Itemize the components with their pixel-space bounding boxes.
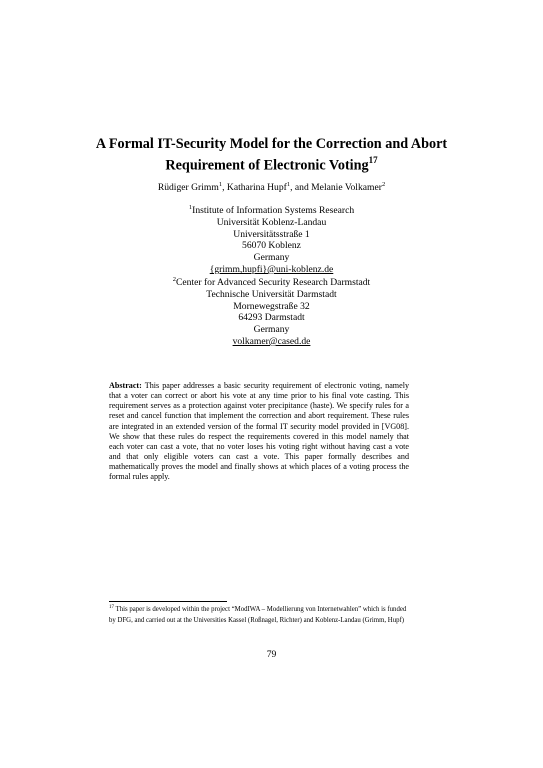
affiliation-line: Germany [253, 324, 290, 336]
abstract-line: are integrated in an extended version of the formal IT security model provided in [VG08]. [109, 421, 409, 431]
affiliation-2 [100, 277, 443, 348]
abstract-line: formal rules apply. [109, 472, 170, 482]
affiliation-1 [100, 205, 443, 276]
author-separator: , and [290, 182, 312, 193]
affiliation-line: Technische Universität Darmstadt [206, 288, 337, 300]
abstract-line: requirement serves as a protection against voter precipitance (haste). We specify rules for a [109, 401, 409, 411]
footnote-line [109, 605, 439, 616]
title-line-2-text: Requirement of Electronic Voting [165, 157, 369, 174]
affiliation-email-link[interactable]: volkamer@cased.de [232, 335, 311, 347]
footnote-divider [109, 601, 227, 602]
paper-title [60, 136, 483, 174]
affiliation-mark: 1 [188, 204, 193, 211]
author-affiliation-mark: 2 [381, 181, 386, 188]
affiliation-email-link[interactable]: {grimm,hupfi}@uni-koblenz.de [209, 263, 334, 275]
abstract-line [109, 381, 409, 391]
title-footnote-mark: 17 [368, 154, 378, 165]
abstract-line: We show that these rules do respect the requirements covered in this model namely that [109, 431, 409, 441]
affiliation-line: Universitätsstraße 1 [233, 228, 310, 240]
affiliation-line: Universität Koblenz-Landau [216, 216, 327, 228]
author-name: Katharina Hupf [226, 182, 287, 193]
footnote-line: by DFG, and carried out at the Universities Kassel (Roßnagel, Richter) and Koblenz-Landau (Grimm, Hupf) [109, 616, 405, 624]
title-line-1: A Formal IT-Security Model for the Correction and Abort [95, 136, 448, 152]
author-affiliation-mark: 1 [286, 181, 291, 188]
affiliation-institute: Institute of Information Systems Research [192, 205, 355, 216]
abstract-line: and that only eligible voters can cast a vote. This paper formally describes and [109, 452, 409, 462]
abstract-line-text: This paper addresses a basic security requirement of electronic voting, namely [144, 381, 409, 390]
abstract-label: Abstract: [109, 381, 142, 390]
affiliation-line: 64293 Darmstadt [238, 312, 305, 324]
affiliation-line [100, 205, 443, 217]
footnote [109, 605, 439, 626]
abstract-line: reset and cancel function that implement the correction and abort requirement. These rules [109, 411, 409, 421]
page-number: 79 [266, 649, 277, 660]
affiliation-line: 56070 Koblenz [242, 240, 301, 252]
affiliation-institute: Center for Advanced Security Research Darmstadt [176, 277, 371, 288]
author-name: Rüdiger Grimm [157, 182, 219, 193]
affiliation-mark: 2 [172, 276, 177, 283]
affiliation-line: Germany [253, 252, 290, 264]
author-list [40, 182, 503, 193]
footnote-text: This paper is developed within the project “ModIWA – Modellierung von Internetwahlen” which is funded [115, 606, 407, 613]
abstract-line: mathematically proves the model and finally shows at which places of a voting process the [109, 462, 409, 472]
abstract-line: each voter can cast a vote, that no voter loses his voting right without having cast a vote [109, 441, 409, 451]
title-line-2 [60, 153, 483, 174]
abstract-line: that a voter can correct or abort his vote at any time prior to his final vote casting. This [109, 391, 409, 401]
author-separator: , [222, 182, 227, 193]
affiliation-line: Mornewegstraße 32 [233, 300, 310, 312]
abstract [109, 381, 409, 483]
author-affiliation-mark: 1 [218, 181, 223, 188]
author-name: Melanie Volkamer [311, 182, 382, 193]
footnote-mark: 17 [109, 605, 114, 610]
affiliation-line [100, 277, 443, 289]
